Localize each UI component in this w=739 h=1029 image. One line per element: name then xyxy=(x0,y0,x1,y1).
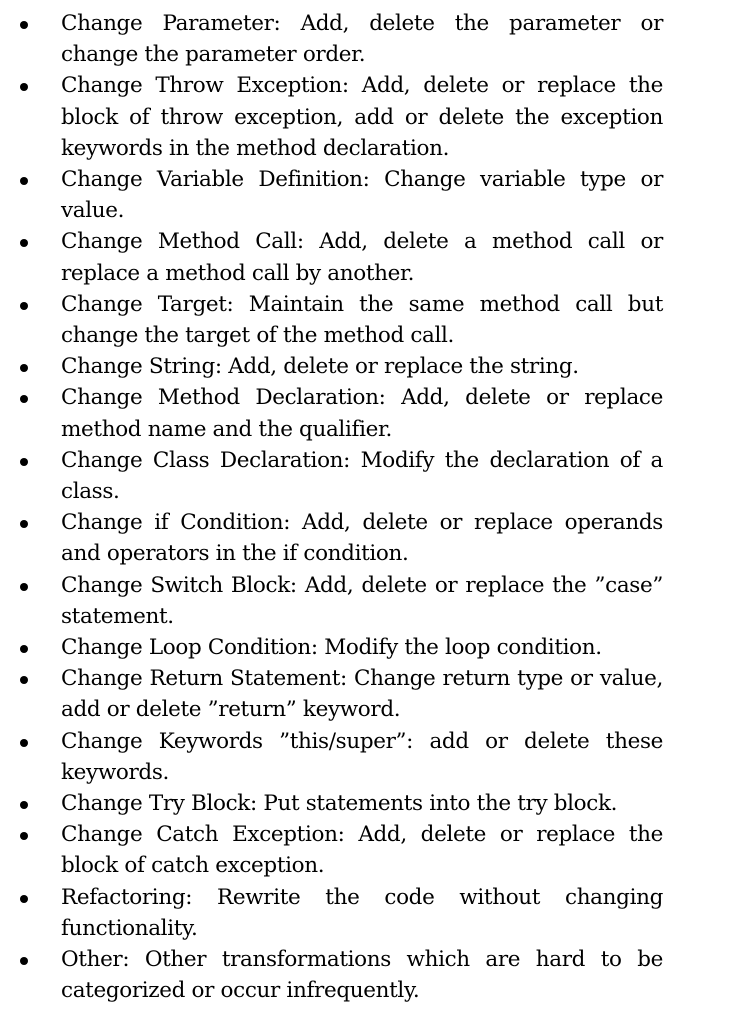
bullet-icon xyxy=(20,801,28,809)
list-item-text: Change Try Block: Put statements into the try block. xyxy=(61,791,618,817)
list-item-text: Change Method Call: Add, delete a method call or replace a method call by another. xyxy=(61,229,663,286)
list-item xyxy=(0,788,739,819)
bullet-icon xyxy=(20,177,28,185)
list-item xyxy=(0,507,739,569)
change-type-bullet-list xyxy=(0,8,739,1007)
list-item xyxy=(0,944,739,1006)
bullet-icon xyxy=(20,895,28,903)
list-item xyxy=(0,726,739,788)
list-item-text: Change Throw Exception: Add, delete or replace the block of throw exception, add or delete the exception keywords in the method declaration. xyxy=(61,73,663,161)
list-item xyxy=(0,70,739,164)
list-item-text: Change Method Declaration: Add, delete or replace method name and the qualifier. xyxy=(61,385,663,442)
list-item xyxy=(0,882,739,944)
bullet-icon xyxy=(20,957,28,965)
bullet-icon xyxy=(20,645,28,653)
list-item-text: Change Switch Block: Add, delete or replace the ”case” statement. xyxy=(61,572,663,629)
list-item xyxy=(0,351,739,382)
bullet-icon xyxy=(20,302,28,310)
bullet-icon xyxy=(20,83,28,91)
list-item xyxy=(0,570,739,632)
list-item-text: Other: Other transformations which are hard to be categorized or occur infrequently. xyxy=(61,947,663,1004)
list-item xyxy=(0,819,739,881)
bullet-icon xyxy=(20,520,28,528)
bullet-icon xyxy=(20,21,28,29)
list-item-text: Change Target: Maintain the same method call but change the target of the method call. xyxy=(61,291,663,349)
bullet-icon xyxy=(20,458,28,466)
list-item xyxy=(0,226,739,288)
bullet-icon xyxy=(20,739,28,747)
list-item-text: Change Catch Exception: Add, delete or replace the block of catch exception. xyxy=(61,822,663,879)
list-item xyxy=(0,632,739,663)
bullet-icon xyxy=(20,364,28,372)
list-item-text: Change Parameter: Add, delete the parameter or change the parameter order. xyxy=(61,11,663,68)
list-item xyxy=(0,289,739,351)
bullet-icon xyxy=(20,239,28,247)
bullet-icon xyxy=(20,583,28,591)
list-item xyxy=(0,8,739,70)
bullet-icon xyxy=(20,395,28,403)
bullet-icon xyxy=(20,832,28,840)
list-item xyxy=(0,164,739,226)
list-item-text: Change Variable Definition: Change variable type or value. xyxy=(61,167,663,224)
list-item xyxy=(0,663,739,725)
list-item-text: Change Class Declaration: Modify the declaration of a class. xyxy=(61,447,663,505)
list-item-text: Change Loop Condition: Modify the loop condition. xyxy=(61,635,602,661)
list-item xyxy=(0,445,739,507)
bullet-icon xyxy=(20,676,28,684)
list-item-text: Change String: Add, delete or replace the string. xyxy=(61,354,579,380)
list-item-text: Change Keywords ”this/super”: add or delete these keywords. xyxy=(61,728,663,785)
list-item-text: Change if Condition: Add, delete or replace operands and operators in the if condition. xyxy=(61,510,663,567)
list-item xyxy=(0,382,739,444)
list-item-text: Refactoring: Rewrite the code without changing functionality. xyxy=(61,884,663,941)
list-item-text: Change Return Statement: Change return type or value, add or delete ”return” keyword. xyxy=(61,666,663,723)
